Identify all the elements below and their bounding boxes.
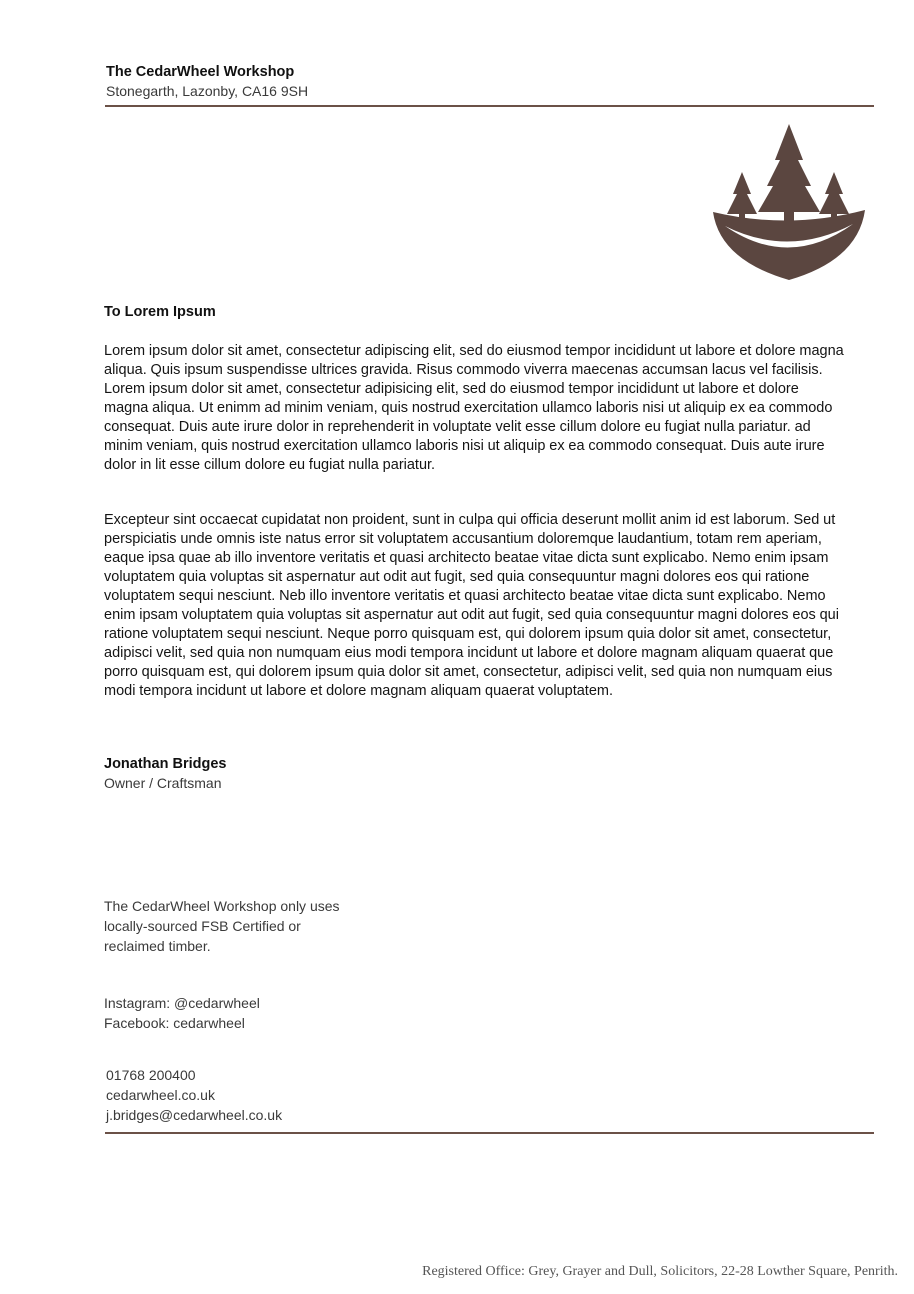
facebook-handle: Facebook: cedarwheel (104, 1015, 245, 1031)
instagram-handle: Instagram: @cedarwheel (104, 995, 260, 1011)
timber-note-line: locally-sourced FSB Certified or (104, 918, 301, 934)
timber-note-line: The CedarWheel Workshop only uses (104, 898, 340, 914)
company-name: The CedarWheel Workshop (106, 64, 295, 80)
salutation: To Lorem Ipsum (104, 304, 216, 320)
registered-office: Registered Office: Grey, Grayer and Dull, Solicitors, 22-28 Lowther Square, Penrith. (422, 1264, 898, 1279)
website-link: cedarwheel.co.uk (106, 1087, 215, 1103)
header-divider (105, 105, 874, 107)
phone-number: 01768 200400 (106, 1067, 196, 1083)
letter-paragraph-1: Lorem ipsum dolor sit amet, consectetur adipiscing elit, sed do eiusmod tempor incididunt ut labore et dolore magna aliqua. Quis ipsum suspendisse ultrices gravida. Risus commodo viverra maecenas accumsan lacus vel facilisis. Lorem ipsum dolor sit amet, consectetur adipisicing elit, sed do eiusmod tempor incididunt ut labore et dolore magna aliqua. Ut enimm ad minim veniam, quis nostrud exercitation ullamco laboris nisi ut aliquip ex ea commodo consequat. Duis aute irure dolor in reprehenderit in voluptate velit esse cillum dolore eu fugiat nulla pariatur. ad minim veniam, quis nostrud exercitation ullamco laboris nisi ut aliquip ex ea commodo consequat. Duis aute irure dolor in lit esse cillum dolore eu fugiat nulla pariatur. (104, 343, 844, 473)
timber-note-line: reclaimed timber. (104, 938, 211, 954)
social-links (104, 993, 260, 1033)
company-address: Stonegarth, Lazonby, CA16 9SH (106, 83, 309, 99)
footer-divider (105, 1132, 874, 1134)
timber-note (104, 896, 374, 956)
signature-name: Jonathan Bridges (104, 756, 227, 772)
signature-role: Owner / Craftsman (104, 775, 222, 791)
cedar-trees-bowl-logo-icon (708, 120, 870, 282)
email-address: j.bridges@cedarwheel.co.uk (106, 1107, 283, 1123)
letter-paragraph-2: Excepteur sint occaecat cupidatat non proident, sunt in culpa qui officia deserunt mollit anim id est laborum. Sed ut perspiciatis unde omnis iste natus error sit voluptatem accusantium doloremque laudantium, totam rem aperiam, eaque ipsa quae ab illo inventore veritatis et quasi architecto beatae vitae dicta sunt explicabo. Nemo enim ipsam voluptatem quia voluptas sit aspernatur aut odit aut fugit, sed quia consequuntur magni dolores eos qui ratione voluptatem sequi nesciunt. Neb illo inventore veritatis et quasi architecto beatae vitae dicta sunt explicabo. Nemo enim ipsam voluptatem quia voluptas sit aspernatur aut odit aut fugit, sed quia consequuntur magni dolores eos qui ratione voluptatem sequi nesciunt. Neque porro quisquam est, qui dolorem ipsum quia dolor sit amet, consectetur, adipisci velit, sed quia non numquam eius modi tempora incidunt ut labore et dolore magnam aliquam quaerat que porro quisquam est, qui dolorem ipsum quia dolor sit amet, consectetur, adipisci velit, sed quia non numquam eius modi tempora incidunt ut labore et dolore magnam aliquam quaerat voluptatem. (104, 512, 839, 699)
contact-details (106, 1065, 282, 1125)
